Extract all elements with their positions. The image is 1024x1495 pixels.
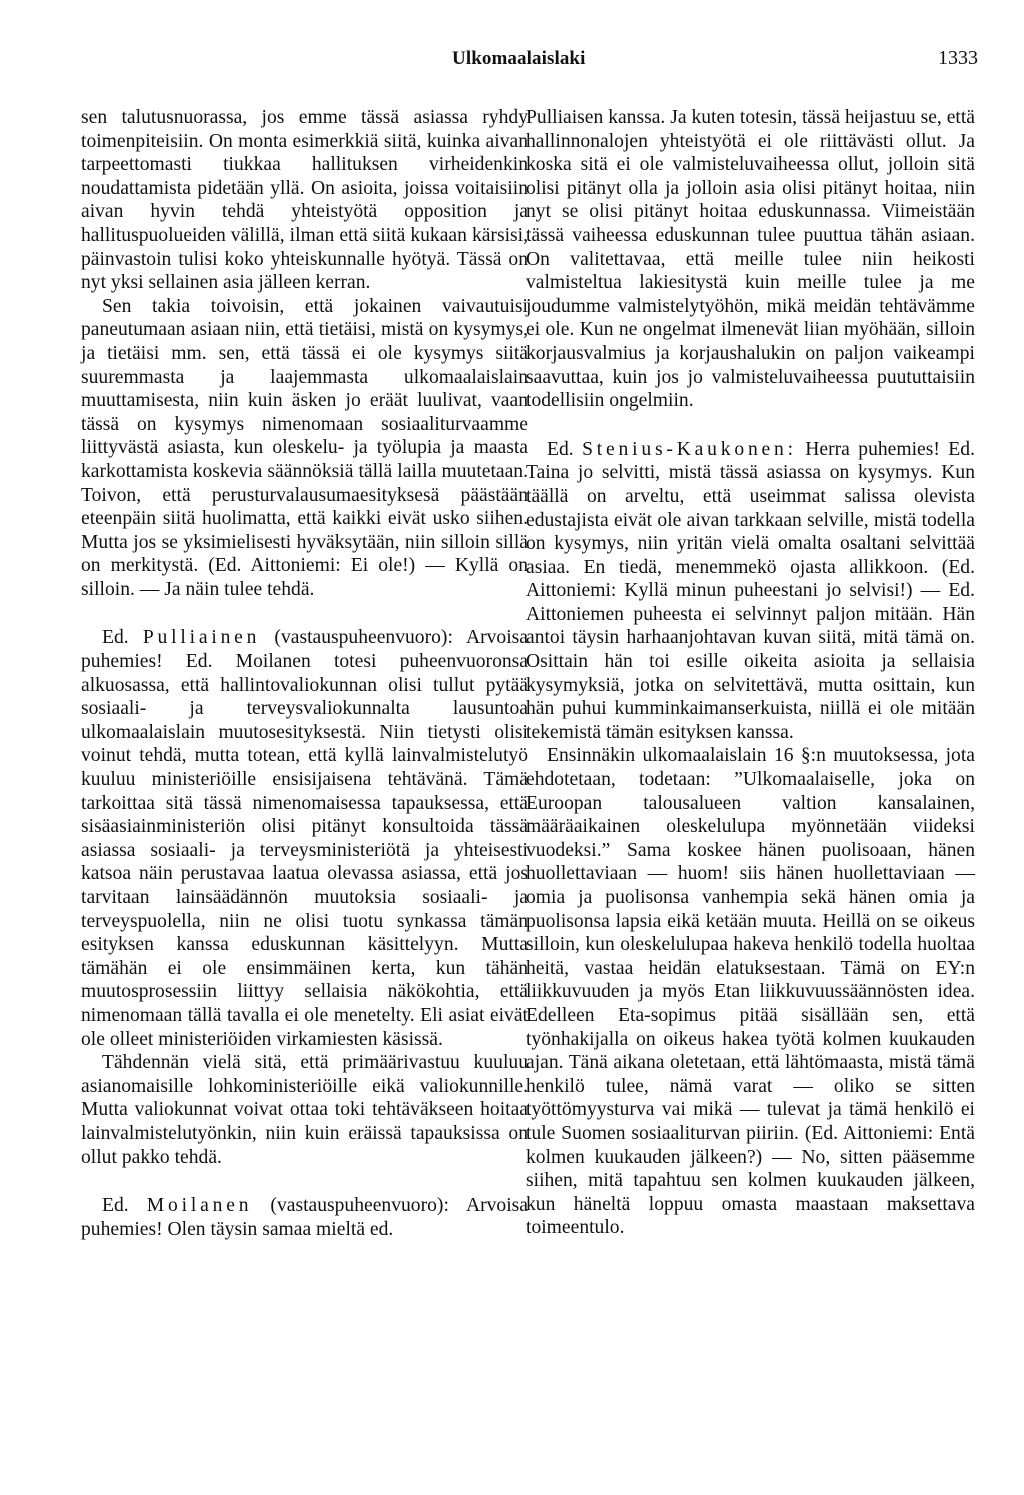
paragraph: Sen takia toivoisin, että jokainen vaivautuisi paneutumaan asiaan niin, että tietäisi, mistä on kysymys, ja tietäisi mm. sen, että tässä ei ole kysymys siitä suuremmasta ja laajemmasta ulkomaalaislain muuttamisesta, niin kuin äsken jo eräät luulivat, vaan tässä on kysymys nimenomaan sosiaaliturvaamme liittyvästä asiasta, kun oleskelu- ja työlupia ja maasta karkottamista koskevia säännöksiä tällä lailla muutetaan. Toivon, että perusturvalausumaesityksesä päästään eteenpäin siitä huolimatta, että kaikki eivät usko siihen. Mutta jos se yksimielisesti hyväksytään, niin silloin sillä on merkitystä. (Ed. Aittoniemi: Ei ole!) — Kyllä on silloin. — Ja näin tulee tehdä. <box>81 295 528 600</box>
paragraph: Pulliaisen kanssa. Ja kuten totesin, tässä heijastuu se, että hallinnonalojen yhteistyötä ei ole riittävästi ollut. Ja koska sitä ei ole valmisteluvaiheessa ollut, jolloin sitä olisi pitänyt olla ja jolloin asia olisi pitänyt hoitaa, niin nyt se olisi pitänyt hoitaa eduskunnassa. Viimeistään tässä vaiheessa eduskunnan tulee puuttua tähän asiaan. On valitettavaa, että meille tulee niin heikosti valmisteltua lakiesitystä kuin meille tulee ja me joudumme valmistelytyöhön, mikä meidän tehtävämme ei ole. Kun ne ongelmat ilmenevät liian myöhään, silloin korjausvalmius ja korjaushalukin on paljon vaikeampi saavuttaa, kuin jos jo valmisteluvaiheessa puututtaisiin todellisiin ongelmiin. <box>526 107 975 412</box>
right-column <box>526 106 975 1240</box>
speaker-prefix: Ed. <box>547 438 574 460</box>
speech-text: Arvoisa puhemies! Ed. Moilanen totesi puheenvuoronsa alkuosassa, että hallintovaliokunnan olisi tullut pytää sosiaali- ja terveysvaliokunnalta lausuntoa ulkomaalaislain muutosesityksestä. Niin tietysti olisi voinut tehdä, mutta totean, että kyllä lainvalmistelutyö kuuluu ministeriöille ensisijaisena tehtävänä. Tämä tarkoittaa sitä tässä nimenomaisessa tapauksessa, että sisäasiainministeriön olisi pitänyt konsultoida tässä asiassa sosiaali- ja terveysministeriötä ja yhteisesti katsoa näin perustavaa laatua olevassa asiassa, että jos tarvitaan lainsäädännön muutoksia sosiaali- ja terveyspuolella, niin ne olisi tuotu synkassa tämän esityksen kanssa eduskunnan käsittelyyn. Mutta tämähän ei ole ensimmäinen kerta, kun tähän muutosprosessiin liittyy sellaisia näkökohtia, että nimenomaan tällä tavalla ei ole menetelty. Eli asiat eivät ole olleet ministeriöiden virkamiesten käsissä. <box>81 627 528 1050</box>
speech-pulliainen <box>81 626 528 1051</box>
paragraph: Ensinnäkin ulkomaalaislain 16 §:n muutoksessa, jota ehdotetaan, todetaan: ”Ulkomaalaiselle, joka on Euroopan talousalueen valtion kansalainen, määräaikainen oleskelulupa myönnetään viideksi vuodeksi.” Sama koskee hänen puolisoaan, hänen huollettaviaan — huom! siis hänen huollettaviaan — omia ja puolisonsa vanhempia sekä hänen omia ja puolisonsa lapsia eikä ketään muuta. Heillä on se oikeus silloin, kun oleskelulupaa hakeva henkilö todella huoltaa heitä, vastaa heidän elatuksestaan. Tämä on EY:n liikkuvuuden ja myös Etan liikkuvuussäännösten idea. Edelleen Eta-sopimus pitää sisällään sen, että työnhakijalla on oikeus hakea työtä kolmen kuukauden ajan. Tänä aikana oletetaan, että lähtömaasta, mistä tämä henkilö tulee, nämä varat — oliko se sitten työttömyysturva vai mikä — tulevat ja tämä henkilö ei tule Suomen sosiaaliturvan piiriin. (Ed. Aittoniemi: Entä kolmen kuukauden jälkeen?) — No, sitten pääsemme siihen, mitä tapahtuu sen kolmen kuukauden jälkeen, kun häneltä loppuu omasta maastaan maksettava toimeentulo. <box>526 745 975 1239</box>
speech-text: Herra puhemies! Ed. Taina jo selvitti, mistä tässä asiassa on kysymys. Kun täällä on arveltu, että useimmat salissa olevista edustajista eivät ole aivan tarkkaan selville, mistä todella on kysymys, niin yritän vielä omalta osaltani selvittää asiaa. En tiedä, menemmekö ojasta allikkoon. (Ed. Aittoniemi: Kyllä minun puheestani jo selvisi!) — Ed. Aittoniemen puheesta ei selvinnyt paljon mitään. Hän antoi täysin harhaanjohtavan kuvan siitä, mitä tämä on. Osittain hän toi esille oikeita asioita ja sellaisia kysymyksiä, jotka on selvitettävä, mutta osittain, kun hän puhui kumminkaimanserkuista, niillä ei ole mitään tekemistä tämän esityksen kanssa. <box>526 438 975 743</box>
paragraph: sen talutusnuorassa, jos emme tässä asiassa ryhdy toimenpiteisiin. On monta esimerkkiä siitä, kuinka aivan tarpeettomasti tiukkaa hallituksen virheidenkin noudattamista pidetään yllä. On asioita, joissa voitaisiin aivan hyvin tehdä yhteistyötä opposition ja hallituspuolueiden välillä, ilman että siitä kukaan kärsisi, päinvastoin tulisi koko yhteiskunnalle hyötyä. Tässä on nyt yksi sellainen asia jälleen kerran. <box>81 107 528 294</box>
left-column <box>81 106 528 1241</box>
speech-stenius-kaukonen <box>526 438 975 745</box>
speaker-name: Moilanen <box>146 1195 253 1217</box>
page-number: 1333 <box>938 47 978 69</box>
speech-moilanen <box>81 1194 528 1241</box>
paragraph: Tähdennän vielä sitä, että primäärivastuu kuuluu asianomaisille lohkoministeriöille eikä valiokunnille. Mutta valiokunnat voivat ottaa toki tehtäväkseen hoitaa lainvalmistelutyönkin, niin kuin eräissä tapauksissa on ollut pakko tehdä. <box>81 1052 528 1168</box>
speaker-prefix: Ed. <box>102 627 129 649</box>
page-header <box>0 44 1024 78</box>
speech-text: Arvoisa puhemies! Olen täysin samaa mieltä ed. <box>81 1195 528 1240</box>
running-title: Ulkomaalaislaki <box>452 48 586 69</box>
speaker-name: Pulliainen <box>142 627 261 649</box>
speaker-role: (vastauspuheenvuoro): <box>274 627 453 649</box>
speaker-name: Stenius-Kaukonen: <box>582 438 797 460</box>
speaker-prefix: Ed. <box>102 1195 129 1217</box>
speaker-role: (vastauspuheenvuoro): <box>270 1195 449 1217</box>
